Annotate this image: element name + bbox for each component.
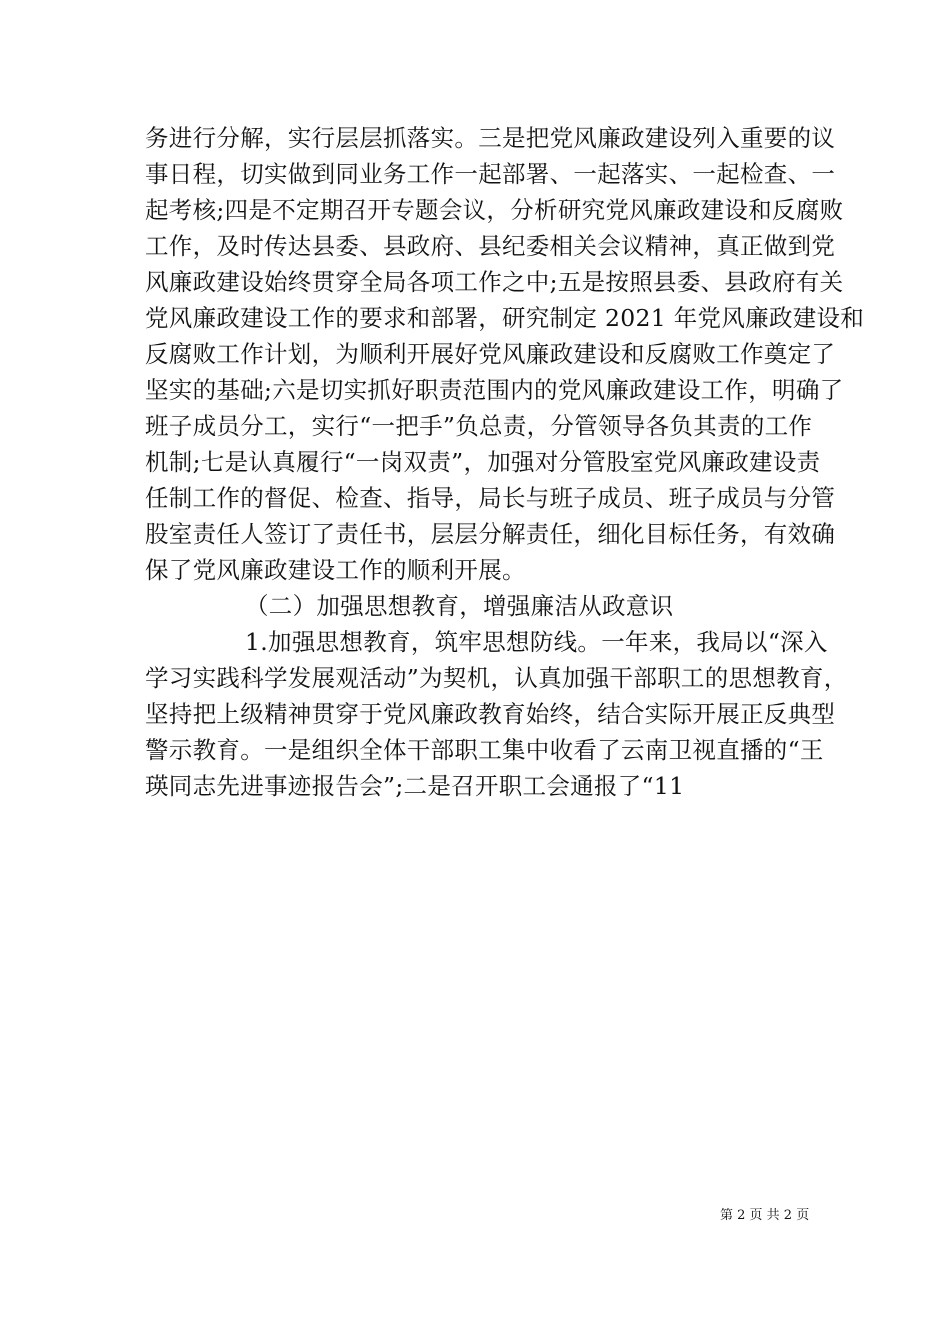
text-line: 警示教育。一是组织全体干部职工集中收看了云南卫视直播的“王 [145,736,824,764]
text-line: 起考核;四是不定期召开专题会议，分析研究党风廉政建设和反腐败 [145,196,844,224]
section-heading: （二）加强思想教育，增强廉洁从政意识 [245,592,674,620]
text-line: 务进行分解，实行层层抓落实。三是把党风廉政建设列入重要的议 [145,124,836,152]
text-line: 任制工作的督促、检查、指导，局长与班子成员、班子成员与分管 [145,484,836,512]
text-line: 反腐败工作计划，为顺利开展好党风廉政建设和反腐败工作奠定了 [145,340,836,368]
text-line: 党风廉政建设工作的要求和部署，研究制定 2021 年党风廉政建设和 [145,304,865,332]
text-line: 1.加强思想教育，筑牢思想防线。一年来，我局以“深入 [245,628,828,656]
text-line: 坚实的基础;六是切实抓好职责范围内的党风廉政建设工作，明确了 [145,376,844,404]
document-body [145,120,865,804]
text-line: 事日程，切实做到同业务工作一起部署、一起落实、一起检查、一 [145,160,836,188]
text-line: 机制;七是认真履行“一岗双责”，加强对分管股室党风廉政建设责 [145,448,821,476]
text-line: 班子成员分工，实行“一把手”负总责，分管领导各负其责的工作 [145,412,813,440]
text-line: 股室责任人签订了责任书，层层分解责任，细化目标任务，有效确 [145,520,836,548]
text-line: 学习实践科学发展观活动”为契机，认真加强干部职工的思想教育， [145,664,848,692]
text-line: 瑛同志先进事迹报告会”;二是召开职工会通报了“11 [145,772,685,800]
text-line: 风廉政建设始终贯穿全局各项工作之中;五是按照县委、县政府有关 [145,268,844,296]
text-line: 坚持把上级精神贯穿于党风廉政教育始终，结合实际开展正反典型 [145,700,836,728]
text-line: 工作，及时传达县委、县政府、县纪委相关会议精神，真正做到党 [145,232,836,260]
text-line: 保了党风廉政建设工作的顺利开展。 [145,556,526,584]
page-number-footer: 第 2 页 共 2 页 [720,1208,810,1223]
